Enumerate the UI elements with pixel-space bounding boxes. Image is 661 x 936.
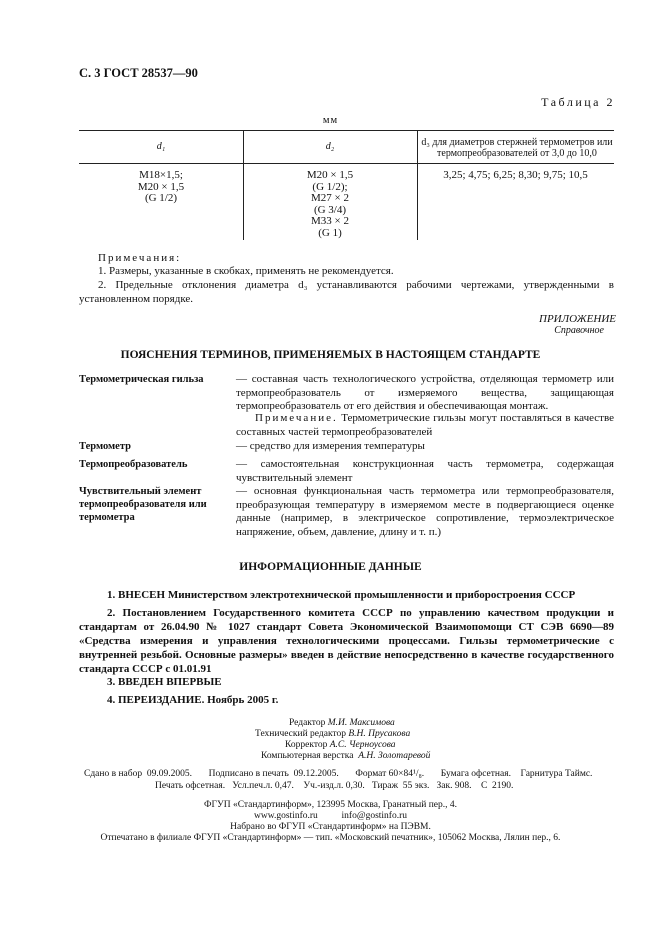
- col-header-d2: d₂: [325, 141, 335, 152]
- note-2: 2. Предельные отклонения диаметра d₃ устанавливаются рабочими чертежами, утвержденными в установленном порядке.: [79, 279, 614, 305]
- table-caption: Таблица 2: [541, 95, 615, 109]
- notes-heading: Примечания:: [98, 252, 182, 264]
- footer-line-2: www.gostinfo.ru info@gostinfo.ru: [254, 811, 407, 821]
- footer-line-1: ФГУП «Стандартинформ», 123995 Москва, Гранатный пер., 4.: [203, 800, 458, 810]
- info-item-1: 1. ВНЕСЕН Министерством электротехнической промышленности и приборостроения СССР: [107, 589, 576, 601]
- cell-d1: M18×1,5; M20 × 1,5 (G 1/2): [137, 169, 185, 204]
- info-item-4: 4. ПЕРЕИЗДАНИЕ. Ноябрь 2005 г.: [107, 694, 279, 706]
- info-item-2: 2. Постановлением Государственного комитета СССР по управлению качеством продукции и стандартам от 26.04.90 № 1027 стандарт Совета Экономической Взаимопомощи СТ СЭВ 6690—89 «Средства измерения и управления технологическими процессами. Гильзы термометрические с внутренней резьбой. Основные размеры» введен в действие непосредственно в качестве государственного стандарта СССР с 01.01.91: [79, 607, 614, 675]
- credits-block: Редактор М.И. Максимова Технический редактор В.Н. Прусакова Корректор А.С. Черноусова Компьютерная верстка А.Н. Золотаревой: [255, 718, 431, 761]
- table-col-divider-2: [417, 130, 418, 240]
- term-2: Термометр: [79, 441, 131, 452]
- definition-3: — самостоятельная конструкционная часть термометра, содержащая чувствительный элемент: [236, 458, 614, 484]
- cell-d2: M20 × 1,5 (G 1/2); M27 × 2 (G 3/4) M33 × 2 (G 1): [306, 169, 354, 239]
- appendix-label: ПРИЛОЖЕНИЕ Справочное: [539, 313, 616, 336]
- note-1: 1. Размеры, указанные в скобках, применять не рекомендуется.: [98, 265, 394, 277]
- term-4: Чувствительный элемент термопреобразователя или термометра: [79, 486, 207, 523]
- print-info-line-2: Печать офсетная. Усл.печ.л. 0,47. Уч.-изд.л. 0,30. Тираж 55 экз. Зак. 908. С 2190.: [155, 781, 514, 791]
- table-top-rule: [79, 130, 614, 131]
- print-info-line-1: Сдано в набор 09.09.2005. Подписано в печать 09.12.2005. Формат 60×84¹/₈. Бумага офсетная. Гарнитура Таймс.: [84, 769, 593, 779]
- page-header: С. 3 ГОСТ 28537—90: [79, 66, 198, 80]
- info-item-3: 3. ВВЕДЕН ВПЕРВЫЕ: [107, 676, 222, 688]
- term-1: Термометрическая гильза: [79, 374, 204, 385]
- cell-d3: 3,25; 4,75; 6,25; 8,30; 9,75; 10,5: [443, 169, 588, 181]
- footer-line-4: Отпечатано в филиале ФГУП «Стандартинформ» — тип. «Московский печатник», 105062 Москва, Лялин пер., 6.: [100, 833, 561, 843]
- definition-2: — средство для измерения температуры: [236, 440, 425, 452]
- col-header-d3: d₃ для диаметров стержней термометров или термопреобразователей от 3,0 до 10,0: [421, 137, 613, 159]
- terms-title: ПОЯСНЕНИЯ ТЕРМИНОВ, ПРИМЕНЯЕМЫХ В НАСТОЯЩЕМ СТАНДАРТЕ: [120, 349, 541, 361]
- table-header-rule: [79, 163, 614, 164]
- col-header-d1: d₁: [156, 141, 166, 152]
- term-3: Термопреобразователь: [79, 459, 188, 470]
- info-title: ИНФОРМАЦИОННЫЕ ДАННЫЕ: [239, 561, 422, 573]
- table-unit: мм: [322, 115, 339, 126]
- definition-1: — составная часть технологического устройства, отделяющая термометр или термопреобразователь от измеряемого вещества, защищающая термопреобразователь от его действия и обеспечивающая монтаж.: [236, 373, 614, 412]
- footer-line-3: Набрано во ФГУП «Стандартинформ» на ПЭВМ.: [230, 822, 431, 832]
- definition-1-note: Примечание. Термометрические гильзы могут поставляться в качестве составных частей термопреобразователей: [236, 412, 614, 438]
- definition-4: — основная функциональная часть термометра или термопреобразователя, преобразующая температуру в измеряемом месте в подвергающиеся оценке данные (например, в электрическое сопротивление, термоэлектрическое напряжение, объем, давление, длину и т. п.): [236, 485, 614, 538]
